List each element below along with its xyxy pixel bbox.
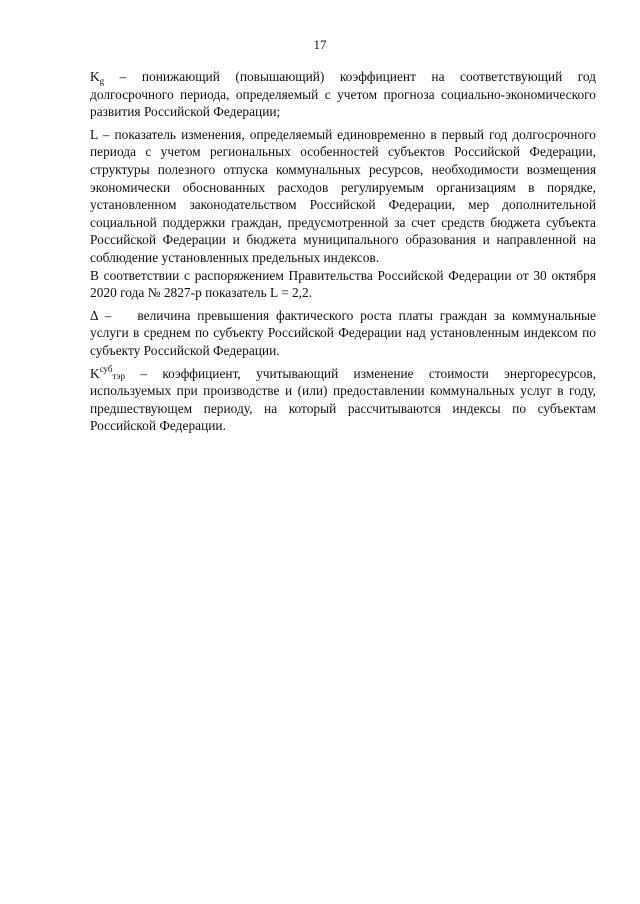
page-number: 17 [313,37,327,52]
paragraph-ksub-text: – коэффициент, учитывающий изменение стоимости энергоресурсов, используемых при производстве и (или) предоставлении коммунальных услуг в году, предшествующем периоду, на который рассчитываются индексы по субъектам Российской Федерации. [90,365,596,434]
document-body [90,68,596,440]
paragraph-l-value-text: В соответствии с распоряжением Правительства Российской Федерации от 30 октября 2020 года № 2827-р показатель L = 2,2. [90,267,596,301]
symbol-k-sub-ter: $K^{суб}тэр$ [90,363,126,381]
paragraph-kg-text: – понижающий (повышающий) коэффициент на соответствующий год долгосрочного периода, определяемый с учетом прогноза социально-экономического развития Российской Федерации; [90,69,596,120]
symbol-l: L [90,126,98,142]
paragraph-kg [90,68,596,121]
paragraph-ksub [90,365,596,435]
paragraph-l [90,126,596,267]
paragraph-delta [90,307,596,360]
subscript-ter: тэр [112,370,126,381]
delta-dash: – [104,307,112,323]
subscript-g: g [99,76,105,86]
symbol-delta: Δ [90,307,98,323]
superscript-sub: суб [99,363,113,374]
paragraph-delta-text: величина превышения фактического роста платы граждан за коммунальные услуги в среднем по субъекту Российской Федерации над установленным индексом по субъекту Российской Федерации. [90,307,596,358]
symbol-k: $K_g$ [90,69,105,86]
paragraph-l-value [90,267,596,302]
paragraph-l-text: – показатель изменения, определяемый единовременно в первый год долгосрочного периода с учетом региональных особенностей субъектов Российской Федерации, структуры полезного отпуска коммунальных ресурсов, необходимости возмещения экономически обоснованных расходов регулируемым организациям в порядке, установленном законодательством Российской Федерации, мер дополнительной социальной поддержки граждан, предусмотренной за счет средств бюджета субъекта Российской Федерации и бюджета муниципального образования и направленной на соблюдение установленных предельных индексов. [90,126,596,265]
